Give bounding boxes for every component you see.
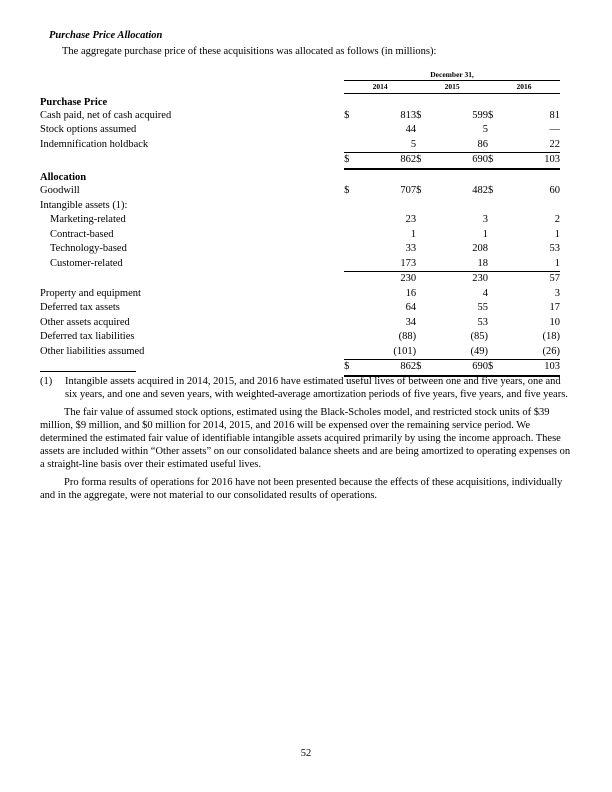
- table-row: [40, 109, 560, 124]
- row-label: Cash paid, net of cash acquired: [40, 109, 172, 121]
- table-row: [40, 316, 560, 331]
- cell-value: 482: [472, 185, 489, 196]
- footnote-divider: [40, 371, 136, 372]
- year-header: 2014: [344, 81, 416, 94]
- table-row: [40, 330, 560, 345]
- cell-value: 5: [410, 138, 417, 150]
- currency-symbol: $: [416, 109, 422, 121]
- intro-text: The aggregate purchase price of these acquisitions was allocated as follows (in millions):: [62, 46, 437, 57]
- table-header-row: [40, 69, 560, 81]
- table-row: [40, 242, 560, 257]
- cell-value: 1: [482, 228, 489, 240]
- row-label: Contract-based: [50, 228, 114, 240]
- row-label: Other assets acquired: [40, 316, 130, 328]
- table-row: [40, 138, 560, 153]
- row-label: Property and equipment: [40, 287, 141, 299]
- cell-value: 1: [554, 257, 560, 269]
- table-row: [40, 123, 560, 138]
- cell-value: 33: [405, 243, 417, 254]
- cell-value: 3: [554, 287, 560, 299]
- table-row: [40, 228, 560, 243]
- currency-symbol: $: [416, 153, 426, 169]
- row-label: Customer-related: [50, 257, 123, 269]
- cell-value: (49): [470, 345, 489, 357]
- cell-value: 707: [400, 185, 417, 196]
- cell-value: 53: [477, 316, 489, 328]
- cell-value: 55: [477, 302, 489, 313]
- year-header: 2015: [416, 81, 488, 94]
- table-row: [40, 287, 560, 302]
- cell-value: (26): [542, 345, 560, 357]
- cell-value: 813: [400, 109, 417, 121]
- cell-value: 690: [426, 360, 488, 376]
- currency-symbol: $: [344, 360, 354, 376]
- cell-value: (18): [542, 331, 560, 342]
- page-number: 52: [300, 748, 312, 759]
- cell-value: 23: [405, 214, 417, 225]
- footnote-marker: (1): [40, 376, 53, 387]
- cell-value: 60: [549, 185, 560, 196]
- table-row: [40, 301, 560, 316]
- cell-value: 3: [482, 214, 489, 225]
- cell-value: 16: [405, 287, 417, 299]
- cell-value: 44: [405, 124, 417, 135]
- cell-value: 173: [400, 257, 417, 269]
- total-row: [40, 360, 560, 376]
- currency-symbol: $: [416, 360, 426, 376]
- cell-value: (85): [470, 331, 489, 342]
- cell-value: 599: [472, 109, 489, 121]
- cell-value: 86: [477, 138, 489, 150]
- section-header-row: [40, 94, 560, 109]
- paragraph: The fair value of assumed stock options, estimated using the Black-Scholes model, and restricted stock units of $39 million, $9 million, and $0 million for 2014, 2015, and 2016 will be expensed over the remaining service period. We determined the estimated fair value of identifiable intangible assets acquired primarily by using the income approach. These assets are included within “Other assets” on our consolidated balance sheets and are being amortized to operating expenses on a straight-line basis over their estimated useful lives.: [40, 407, 571, 470]
- row-label: Deferred tax assets: [40, 302, 120, 313]
- cell-value: 17: [549, 302, 560, 313]
- cell-value: 103: [498, 153, 560, 169]
- cell-value: 230: [354, 272, 416, 287]
- table-row: [40, 199, 560, 214]
- currency-symbol: $: [344, 109, 350, 121]
- row-label: Other liabilities assumed: [40, 345, 145, 357]
- cell-value: 208: [472, 243, 489, 254]
- paragraph: Pro forma results of operations for 2016 have not been presented because the effects of these acquisitions, individually and in the aggregate, were not material to our consolidated results of operations.: [40, 477, 563, 501]
- cell-value: 18: [477, 257, 489, 269]
- row-label: Intangible assets (1):: [40, 199, 128, 211]
- cell-value: 103: [498, 360, 560, 376]
- row-label: Deferred tax liabilities: [40, 331, 135, 342]
- currency-symbol: $: [488, 109, 494, 121]
- cell-value: (88): [398, 331, 417, 342]
- table-row: [40, 184, 560, 199]
- cell-value: 53: [549, 243, 560, 254]
- cell-value: 81: [549, 109, 560, 121]
- cell-value: 230: [426, 272, 488, 287]
- cell-value: 4: [482, 287, 489, 299]
- currency-symbol: $: [344, 185, 350, 196]
- cell-value: 862: [354, 360, 416, 376]
- cell-value: 57: [498, 272, 560, 287]
- allocation-header: Allocation: [40, 171, 87, 183]
- cell-value: 2: [554, 214, 560, 225]
- table-row: [40, 213, 560, 228]
- cell-value: 64: [405, 302, 417, 313]
- row-label: Marketing-related: [50, 214, 126, 225]
- currency-symbol: $: [488, 360, 498, 376]
- section-title: Purchase Price Allocation: [49, 30, 163, 41]
- cell-value: —: [549, 124, 560, 135]
- period-header: December 31,: [430, 70, 474, 79]
- currency-symbol: $: [416, 185, 422, 196]
- year-header-row: [40, 81, 560, 94]
- cell-value: 1: [410, 228, 417, 240]
- row-label: Technology-based: [50, 243, 127, 254]
- total-row: [40, 153, 560, 169]
- cell-value: 1: [554, 228, 560, 240]
- currency-symbol: $: [488, 185, 494, 196]
- cell-value: 690: [426, 153, 488, 169]
- currency-symbol: $: [488, 153, 498, 169]
- cell-value: 22: [549, 138, 560, 150]
- row-label: Stock options assumed: [40, 124, 137, 135]
- purchase-price-table: [40, 69, 560, 377]
- cell-value: 34: [405, 316, 417, 328]
- cell-value: (101): [393, 345, 417, 357]
- cell-value: 5: [482, 124, 489, 135]
- footnote: [40, 375, 570, 401]
- purchase-price-header: Purchase Price: [40, 96, 108, 108]
- row-label: Indemnification holdback: [40, 138, 149, 150]
- footnote-text: Intangible assets acquired in 2014, 2015, and 2016 have estimated useful lives of between one and five years, one and six years, and one and seven years, with weighted-average amortization periods of five years, five years, and five years.: [65, 376, 568, 400]
- section-header-row: [40, 169, 560, 185]
- cell-value: 10: [549, 316, 560, 328]
- table-row: [40, 345, 560, 360]
- row-label: Goodwill: [40, 185, 80, 196]
- cell-value: 862: [354, 153, 416, 169]
- year-header: 2016: [488, 81, 560, 94]
- currency-symbol: $: [344, 153, 354, 169]
- table-row: [40, 257, 560, 272]
- subtotal-row: [40, 272, 560, 287]
